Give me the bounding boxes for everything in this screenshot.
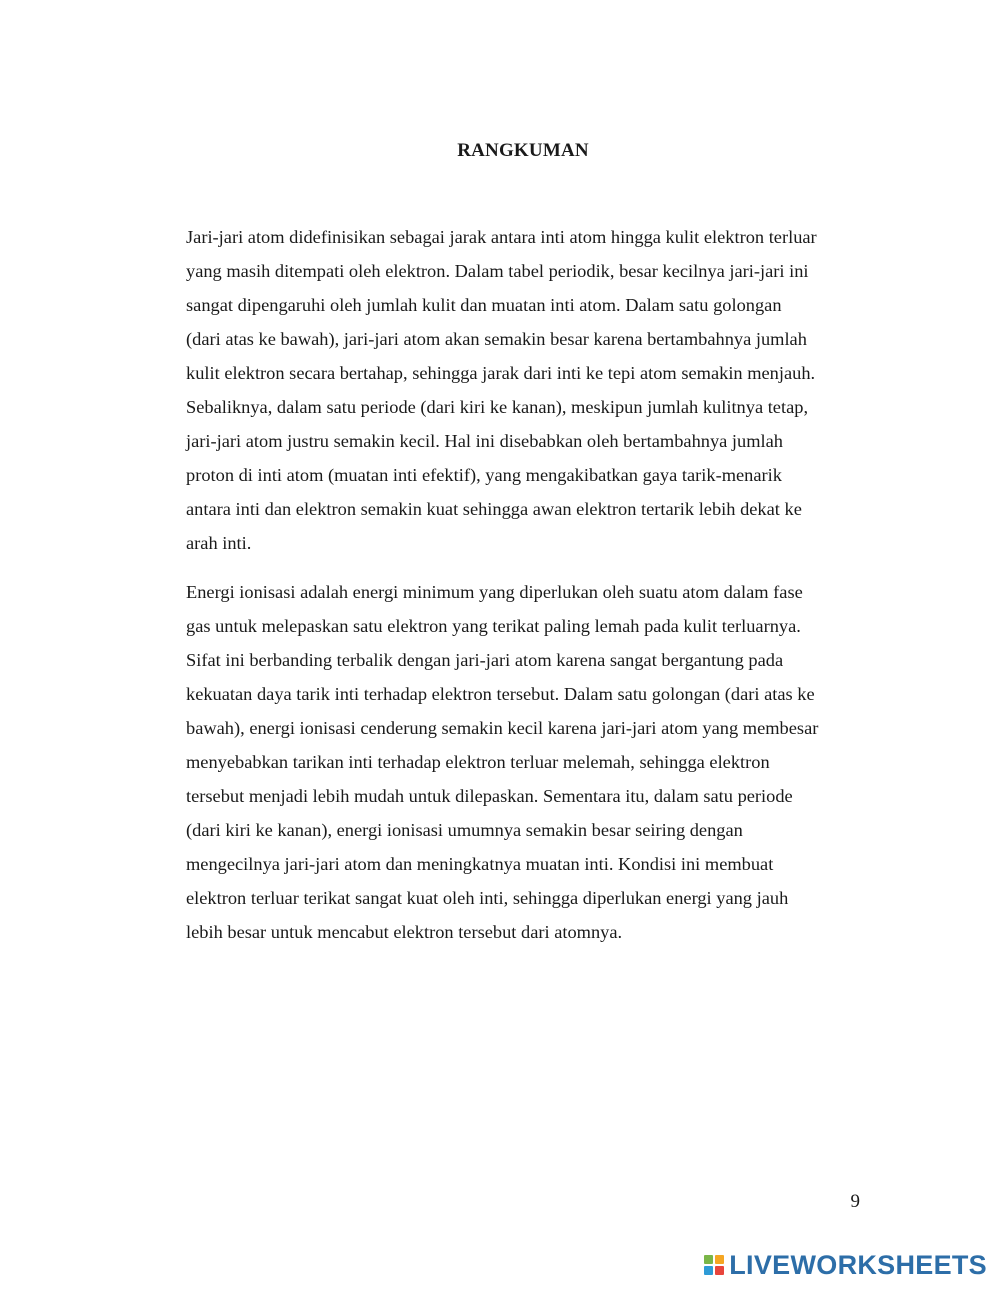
paragraph-line: kulit elektron secara bertahap, sehingga jarak dari inti ke tepi atom semakin menjauh. bbox=[186, 363, 816, 383]
paragraph-line: mengecilnya jari-jari atom dan meningkatnya muatan inti. Kondisi ini membuat bbox=[186, 854, 774, 874]
paragraph-line: Sebaliknya, dalam satu periode (dari kiri ke kanan), meskipun jumlah kulitnya tetap, bbox=[186, 397, 809, 417]
paragraph-line: Energi ionisasi adalah energi minimum yang diperlukan oleh suatu atom dalam fase bbox=[186, 582, 803, 602]
paragraph-line: gas untuk melepaskan satu elektron yang terikat paling lemah pada kulit terluarnya. bbox=[186, 616, 801, 636]
paragraph-line: sangat dipengaruhi oleh jumlah kulit dan muatan inti atom. Dalam satu golongan bbox=[186, 295, 782, 315]
paragraph-line: Jari-jari atom didefinisikan sebagai jarak antara inti atom hingga kulit elektron terluar bbox=[186, 227, 817, 247]
paragraph-line: bawah), energi ionisasi cenderung semakin kecil karena jari-jari atom yang membesar bbox=[186, 718, 819, 738]
liveworksheets-logo-text: LIVEWORKSHEETS bbox=[729, 1250, 987, 1280]
liveworksheets-logo bbox=[704, 1250, 987, 1280]
paragraph-line: antara inti dan elektron semakin kuat sehingga awan elektron tertarik lebih dekat ke bbox=[186, 499, 802, 519]
page-title: RANGKUMAN bbox=[457, 140, 589, 161]
paragraph-line: kekuatan daya tarik inti terhadap elektron tersebut. Dalam satu golongan (dari atas ke bbox=[186, 684, 815, 704]
paragraph-line: (dari kiri ke kanan), energi ionisasi umumnya semakin besar seiring dengan bbox=[186, 820, 743, 840]
logo-square-l bbox=[704, 1255, 713, 1264]
page-number: 9 bbox=[850, 1191, 860, 1212]
logo-square-i bbox=[715, 1255, 724, 1264]
paragraph-line: arah inti. bbox=[186, 533, 252, 553]
paragraph-line: yang masih ditempati oleh elektron. Dalam tabel periodik, besar kecilnya jari-jari ini bbox=[186, 261, 809, 281]
paragraph-line: proton di inti atom (muatan inti efektif), yang mengakibatkan gaya tarik-menarik bbox=[186, 465, 782, 485]
logo-square-v bbox=[704, 1266, 713, 1275]
paragraph-line: Sifat ini berbanding terbalik dengan jari-jari atom karena sangat bergantung pada bbox=[186, 650, 784, 670]
paragraph-line: jari-jari atom justru semakin kecil. Hal ini disebabkan oleh bertambahnya jumlah bbox=[186, 431, 784, 451]
paragraph-line: lebih besar untuk mencabut elektron tersebut dari atomnya. bbox=[186, 922, 623, 942]
paragraph-line: (dari atas ke bawah), jari-jari atom akan semakin besar karena bertambahnya jumlah bbox=[186, 329, 807, 349]
paragraph-line: tersebut menjadi lebih mudah untuk dilepaskan. Sementara itu, dalam satu periode bbox=[186, 786, 793, 806]
liveworksheets-logo-icon bbox=[704, 1255, 724, 1275]
paragraph-line: elektron terluar terikat sangat kuat oleh inti, sehingga diperlukan energi yang jauh bbox=[186, 888, 789, 908]
paragraph-line: menyebabkan tarikan inti terhadap elektron terluar melemah, sehingga elektron bbox=[186, 752, 770, 772]
logo-square-e bbox=[715, 1266, 724, 1275]
